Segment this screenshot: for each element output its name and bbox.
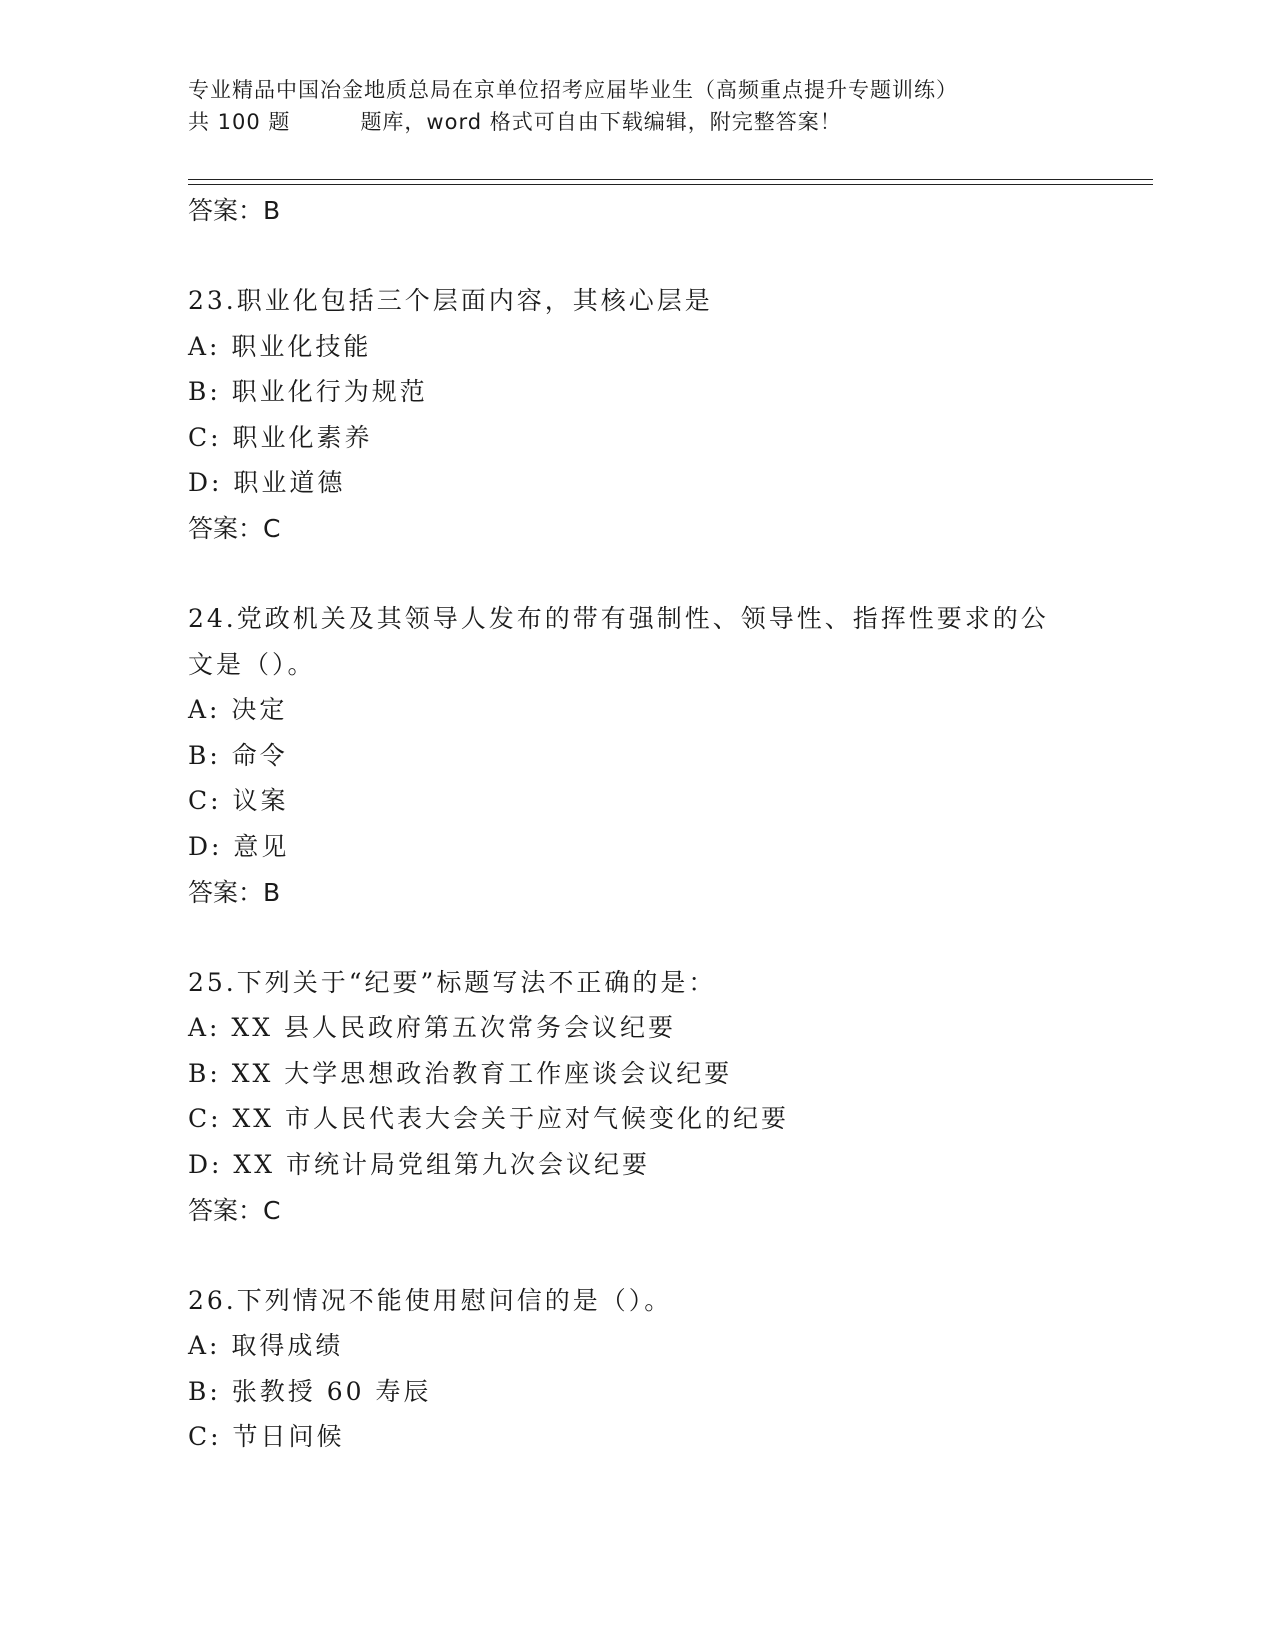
option-b: B: 命令 <box>188 740 288 770</box>
option-a: A: XX 县人民政府第五次常务会议纪要 <box>188 1013 676 1043</box>
answer-line: 答案：C <box>188 513 281 543</box>
question-26 <box>188 1278 1148 1460</box>
question-stem: 24.党政机关及其领导人发布的带有强制性、领导性、指挥性要求的公 <box>188 603 1049 633</box>
option-b: B: XX 大学思想政治教育工作座谈会议纪要 <box>188 1058 733 1088</box>
question-content <box>188 188 1148 1460</box>
question-count: 共 100 题 <box>188 110 291 134</box>
page-header <box>188 74 1168 138</box>
header-divider-top <box>188 179 1153 180</box>
answer-line: 答案：B <box>188 196 281 225</box>
header-divider-bottom <box>188 184 1153 185</box>
question-25 <box>188 960 1148 1234</box>
question-stem-continued: 文是（）。 <box>188 649 316 679</box>
header-description: 题库，word 格式可自由下载编辑，附完整答案！ <box>360 110 842 134</box>
option-c: C: 议案 <box>188 786 289 816</box>
option-b: B: 职业化行为规范 <box>188 377 428 407</box>
answer-line: 答案：C <box>188 1195 281 1225</box>
option-a: A: 决定 <box>188 695 288 725</box>
option-b: B: 张教授 60 寿辰 <box>188 1376 432 1406</box>
question-23 <box>188 278 1148 552</box>
option-a: A: 职业化技能 <box>188 331 372 361</box>
option-c: C: 节日问候 <box>188 1422 345 1452</box>
header-title: 专业精品中国冶金地质总局在京单位招考应届毕业生（高频重点提升专题训练） <box>188 78 958 102</box>
question-stem: 26.下列情况不能使用慰问信的是（）。 <box>188 1285 673 1315</box>
option-c: C: XX 市人民代表大会关于应对气候变化的纪要 <box>188 1104 790 1134</box>
question-24 <box>188 596 1148 916</box>
question-stem: 25.下列关于“纪要”标题写法不正确的是： <box>188 967 717 997</box>
option-c: C: 职业化素养 <box>188 422 373 452</box>
header-subtitle <box>188 106 1168 138</box>
question-stem: 23.职业化包括三个层面内容，其核心层是 <box>188 286 713 315</box>
previous-answer-block <box>188 188 1148 234</box>
option-d: D: 意见 <box>188 831 290 861</box>
option-d: D: XX 市统计局党组第九次会议纪要 <box>188 1149 650 1179</box>
option-a: A: 取得成绩 <box>188 1331 344 1361</box>
answer-line: 答案：B <box>188 877 281 907</box>
option-d: D: 职业道德 <box>188 468 346 498</box>
